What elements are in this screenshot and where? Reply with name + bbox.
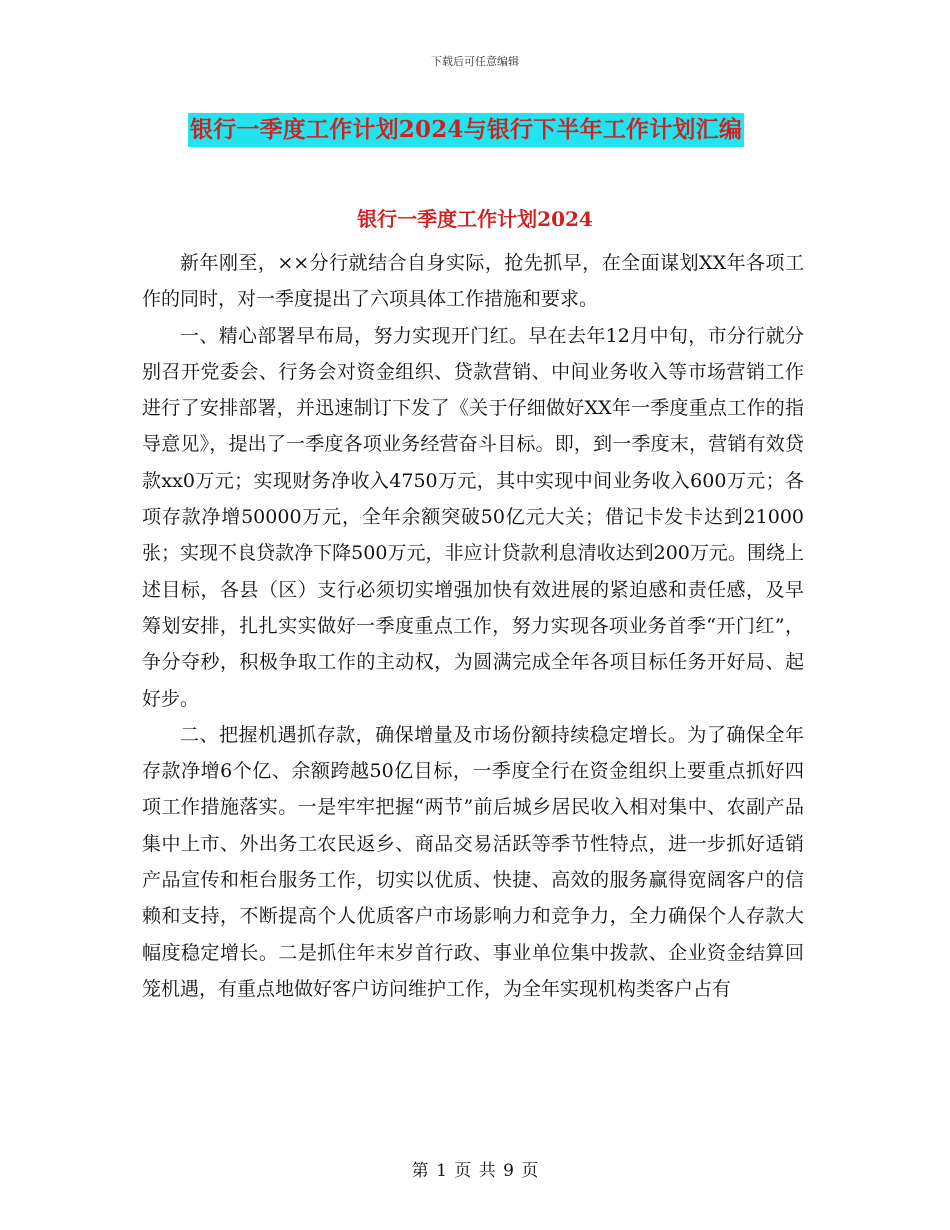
header-note: 下载后可任意编辑 (431, 55, 519, 68)
paragraph: 一、精心部署早布局，努力实现开门红。早在去年12月中旬，市分行就分别召开党委会、行务会对资金组织、贷款营销、中间业务收入等市场营销工作进行了安排部署，并迅速制订下发了《关于仔细做好XX年一季度重点工作的指导意见》，提出了一季度各项业务经营奋斗目标。即，到一季度末，营销有效贷款xx0万元；实现财务净收入4750万元，其中实现中间业务收入600万元；各项存款净增50000万元，全年余额突破50亿元大关；借记卡发卡达到21000张；实现不良贷款净下降500万元，非应计贷款利息清收达到200万元。围绕上述目标，各县（区）支行必须切实增强加快有效进展的紧迫感和责任感，及早筹划安排，扎扎实实做好一季度重点工作，努力实现各项业务首季“开门红”，争分夺秒，积极争取工作的主动权，为圆满完成全年各项目标任务开好局、起好步。 (142, 324, 804, 710)
paragraph: 二、把握机遇抓存款，确保增量及市场份额持续稳定增长。为了确保全年存款净增6个亿、余额跨越50亿目标，一季度全行在资金组织上要重点抓好四项工作措施落实。一是牢牢把握“两节”前后城乡居民收入相对集中、农副产品集中上市、外出务工农民返乡、商品交易活跃等季节性特点，进一步抓好适销产品宣传和柜台服务工作，切实以优质、快捷、高效的服务赢得宽阔客户的信赖和支持，不断提高个人优质客户市场影响力和竞争力，全力确保个人存款大幅度稳定增长。二是抓住年末岁首行政、事业单位集中拨款、企业资金结算回笼机遇，有重点地做好客户访问维护工作，为全年实现机构类客户占有 (142, 723, 804, 1000)
page-footer: 第 1 页 共 9 页 (411, 1161, 539, 1181)
section-title: 银行一季度工作计划2024 (357, 207, 593, 231)
document-title: 银行一季度工作计划2024与银行下半年工作计划汇编 (188, 113, 744, 147)
body-text (142, 245, 804, 1007)
paragraph: 新年刚至，××分行就结合自身实际，抢先抓早，在全面谋划XX年各项工作的同时，对一季度提出了六项具体工作措施和要求。 (142, 252, 804, 311)
